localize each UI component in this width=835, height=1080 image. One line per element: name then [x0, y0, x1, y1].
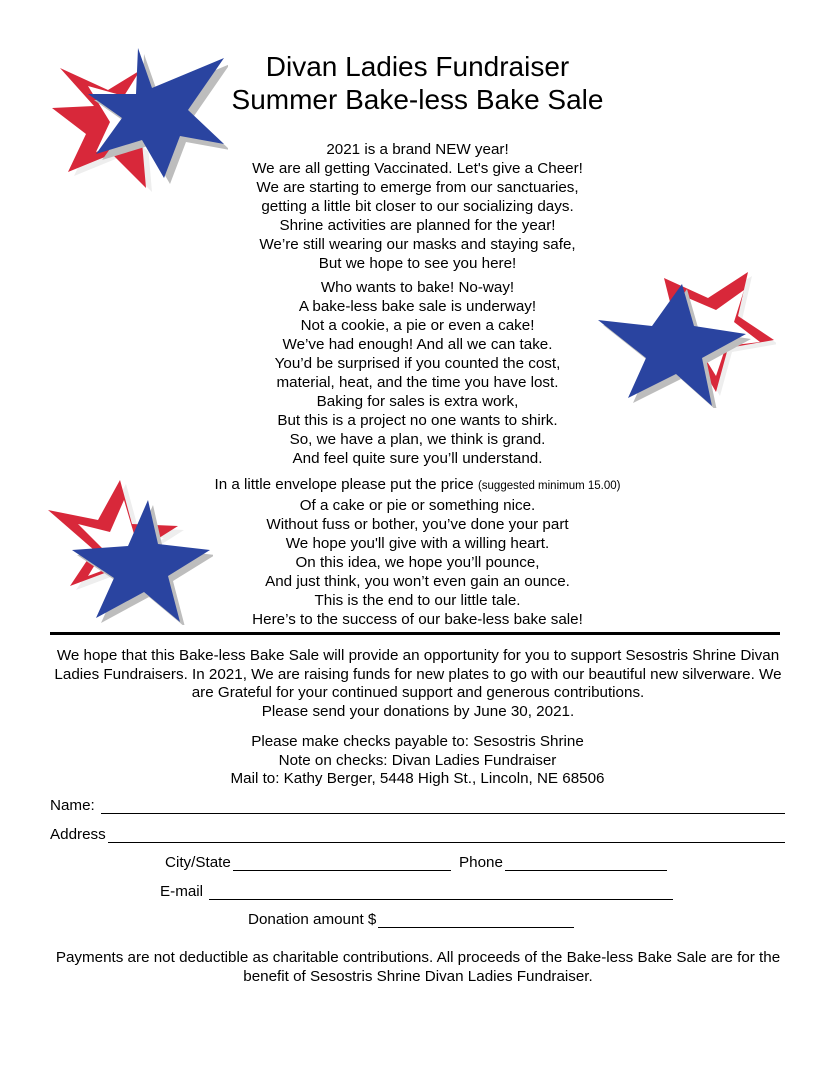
- poem-line: This is the end to our little tale.: [314, 592, 521, 609]
- tax-disclaimer: Payments are not deductible as charitable contributions. All proceeds of the Bake-less Bake Sale are for the benefit of Sesostris Shrine Divan Ladies Fundraiser.: [55, 949, 781, 985]
- payable-to-line: Please make checks payable to: Sesostris Shrine: [251, 733, 584, 750]
- phone-field[interactable]: [459, 854, 667, 871]
- poem-line: Who wants to bake! No-way!: [320, 279, 515, 296]
- city-state-blank-line[interactable]: [233, 854, 451, 871]
- city-state-label: City/State: [165, 854, 231, 871]
- phone-blank-line[interactable]: [505, 854, 667, 871]
- poem-line: Shrine activities are planned for the year!: [279, 217, 556, 234]
- poem-line: We hope you'll give with a willing heart.: [285, 535, 550, 552]
- poem-line: On this idea, we hope you’ll pounce,: [295, 554, 540, 571]
- note-on-checks-line: Note on checks: Divan Ladies Fundraiser: [278, 751, 557, 769]
- donation-amount-blank-line[interactable]: [378, 911, 574, 928]
- poem-line-with-note: [0, 475, 835, 496]
- name-label: Name:: [50, 797, 95, 814]
- title-line-2: Summer Bake-less Bake Sale: [231, 84, 604, 115]
- poem-line: We are all getting Vaccinated. Let's give a Cheer!: [252, 160, 583, 177]
- donation-amount-field[interactable]: [248, 911, 574, 928]
- address-blank-line[interactable]: [108, 826, 785, 843]
- poem-line: Baking for sales is extra work,: [316, 393, 519, 410]
- donation-amount-label: Donation amount $: [248, 911, 377, 928]
- address-label: Address: [50, 826, 106, 843]
- poem-stanza-1: [0, 140, 835, 273]
- poem-line: We’ve had enough! And all we can take.: [282, 336, 553, 353]
- poem-stanza-2: [0, 278, 835, 468]
- deadline-text: Please send your donations by June 30, 2021.: [261, 702, 575, 720]
- email-blank-line[interactable]: [209, 883, 673, 900]
- title-line-1: Divan Ladies Fundraiser: [265, 51, 570, 82]
- email-field[interactable]: [160, 883, 673, 900]
- poem-line: material, heat, and the time you have lost.: [276, 374, 559, 391]
- poem-line: But we hope to see you here!: [318, 255, 517, 272]
- poem-line: In a little envelope please put the price: [214, 476, 474, 493]
- poem-line: And feel quite sure you’ll understand.: [292, 450, 543, 467]
- page-title: [0, 50, 835, 116]
- poem-line: You’d be surprised if you counted the cost,: [274, 355, 561, 372]
- payment-instructions: [0, 733, 835, 789]
- poem-line: 2021 is a brand NEW year!: [326, 141, 509, 158]
- info-paragraph: We hope that this Bake-less Bake Sale will provide an opportunity for you to support Sesostris Shrine Divan Ladies Fundraisers. In 2021, We are raising funds for new plates to go with our beautiful new silverware. We are Grateful for your continued support and generous contributions.: [54, 647, 782, 701]
- poem-line: A bake-less bake sale is underway!: [298, 298, 537, 315]
- city-state-field[interactable]: [165, 854, 451, 871]
- name-blank-line[interactable]: [101, 797, 785, 814]
- mail-to-line: Mail to: Kathy Berger, 5448 High St., Lincoln, NE 68506: [230, 770, 605, 787]
- poem-line: getting a little bit closer to our socializing days.: [261, 198, 574, 215]
- poem-line: Here’s to the success of our bake-less bake sale!: [252, 611, 583, 628]
- email-label: E-mail: [160, 883, 204, 900]
- suggested-minimum-note: (suggested minimum 15.00): [477, 480, 621, 492]
- address-field[interactable]: [50, 826, 785, 843]
- poem-stanza-3: [0, 475, 835, 629]
- name-field[interactable]: [50, 797, 785, 814]
- poem-line: Not a cookie, a pie or even a cake!: [300, 317, 535, 334]
- section-divider: [50, 632, 780, 635]
- poem-line: So, we have a plan, we think is grand.: [289, 431, 546, 448]
- poem-line: Without fuss or bother, you’ve done your part: [266, 516, 569, 533]
- poem-line: But this is a project no one wants to shirk.: [277, 412, 558, 429]
- poem-line: And just think, you won’t even gain an ounce.: [265, 573, 570, 590]
- poem-line: Of a cake or pie or something nice.: [299, 497, 536, 514]
- phone-label: Phone: [459, 854, 503, 871]
- poem-line: We are starting to emerge from our sanctuaries,: [256, 179, 579, 196]
- info-section: [48, 647, 788, 721]
- poem-line: We’re still wearing our masks and staying safe,: [259, 236, 576, 253]
